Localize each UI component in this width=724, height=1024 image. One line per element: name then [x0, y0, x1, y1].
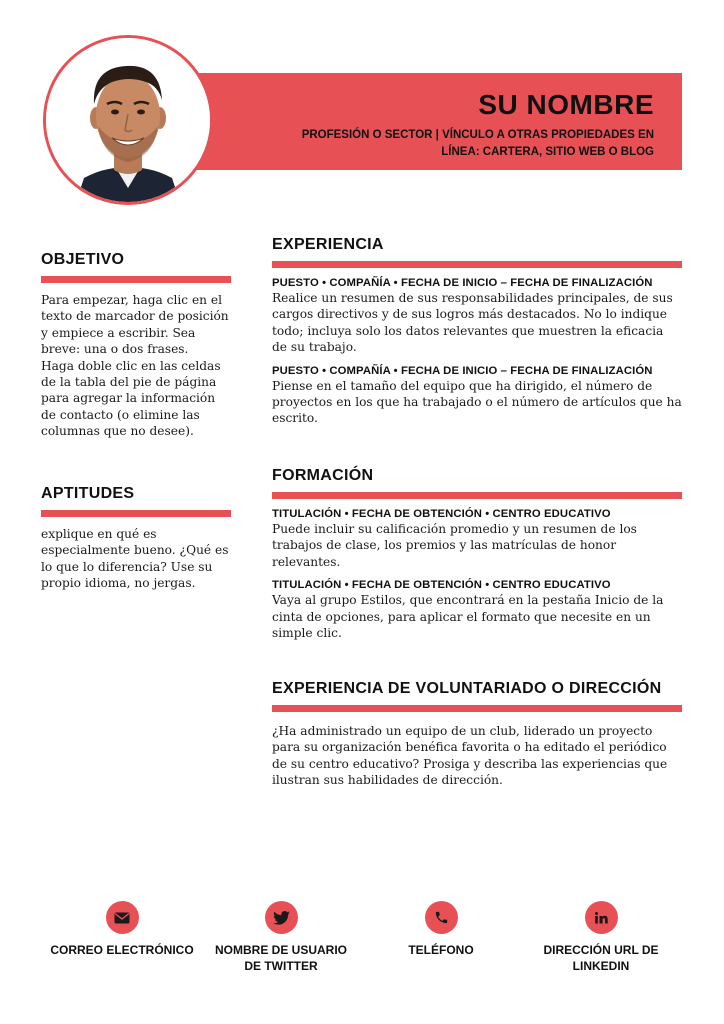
education-entry-description[interactable]: Vaya al grupo Estilos, que encontrará en la pestaña Inicio de la cinta de opciones, para aplicar el formato que necesite en un simple clic. [272, 593, 664, 641]
linkedin-icon [585, 901, 618, 934]
resume-subtitle[interactable]: PROFESIÓN O SECTOR | VÍNCULO A OTRAS PROPIEDADES EN LÍNEA: CARTERA, SITIO WEB O BLOG [301, 129, 654, 158]
experience-entry [272, 365, 682, 427]
skills-text[interactable]: explique en qué es especialmente bueno. ¿Qué es lo que lo diferencia? Use su propio idioma, no jergas. [41, 527, 229, 591]
experience-entry-heading[interactable]: PUESTO • COMPAÑÍA • FECHA DE INICIO – FECHA DE FINALIZACIÓN [272, 277, 653, 289]
contact-linkedin [526, 901, 676, 974]
education-section [272, 467, 682, 641]
resume-name[interactable]: SU NOMBRE [478, 89, 654, 120]
objective-title: OBJETIVO [41, 251, 125, 268]
volunteer-section [272, 680, 682, 789]
experience-section [272, 236, 682, 427]
skills-title: APTITUDES [41, 485, 135, 502]
contact-email [47, 901, 197, 958]
avatar [46, 38, 210, 202]
education-entry [272, 508, 682, 570]
experience-entry-heading[interactable]: PUESTO • COMPAÑÍA • FECHA DE INICIO – FECHA DE FINALIZACIÓN [272, 364, 653, 377]
education-entry-description[interactable]: Puede incluir su calificación promedio y un resumen de los trabajos de clase, los premios y las matrículas de honor relevantes. [272, 522, 637, 569]
education-entry-heading[interactable]: TITULACIÓN • FECHA DE OBTENCIÓN • CENTRO EDUCATIVO [272, 579, 611, 592]
email-icon [106, 901, 139, 934]
contact-twitter-label[interactable]: NOMBRE DE USUARIO DE TWITTER [214, 943, 347, 973]
education-title: FORMACIÓN [272, 467, 374, 484]
education-entry-heading[interactable]: TITULACIÓN • FECHA DE OBTENCIÓN • CENTRO EDUCATIVO [272, 508, 611, 520]
experience-title: EXPERIENCIA [272, 236, 384, 253]
header-band [178, 73, 682, 170]
objective-section [41, 251, 231, 440]
section-divider [272, 705, 682, 712]
objective-text[interactable]: Para empezar, haga clic en el texto de marcador de posición y empiece a escribir. Sea breve: una o dos frases. Haga doble clic en las celdas de la tabla del pie de página para agregar la información de contacto (o elimine las columnas que no desee). [41, 293, 229, 439]
contact-twitter [206, 901, 356, 974]
experience-entry-description[interactable]: Piense en el tamaño del equipo que ha dirigido, el número de proyectos en los que ha trabajado o el número de artículos que ha escrito. [272, 378, 682, 426]
section-divider [272, 261, 682, 268]
experience-entry-description[interactable]: Realice un resumen de sus responsabilidades principales, de sus cargos directivos y de sus logros más destacados. No lo indique todo; incluya solo los datos relevantes que muestren la eficacia de su trabajo. [272, 291, 673, 355]
contact-phone [366, 901, 516, 958]
contact-email-label[interactable]: CORREO ELECTRÓNICO [50, 943, 194, 957]
experience-entry [272, 277, 682, 356]
skills-section [41, 485, 231, 592]
twitter-icon [265, 901, 298, 934]
section-divider [41, 510, 231, 517]
phone-icon [425, 901, 458, 934]
profile-photo [43, 35, 213, 205]
volunteer-title: EXPERIENCIA DE VOLUNTARIADO O DIRECCIÓN [272, 680, 662, 697]
education-entry [272, 579, 682, 641]
volunteer-text[interactable]: ¿Ha administrado un equipo de un club, liderado un proyecto para su organización benéfica favorita o ha editado el periódico de su centro educativo? Prosiga y describa las experiencias que ilustran sus habilidades de dirección. [272, 724, 668, 788]
contact-phone-label[interactable]: TELÉFONO [408, 943, 474, 957]
section-divider [272, 492, 682, 499]
contact-linkedin-label[interactable]: DIRECCIÓN URL DE LINKEDIN [543, 943, 659, 973]
section-divider [41, 276, 231, 283]
